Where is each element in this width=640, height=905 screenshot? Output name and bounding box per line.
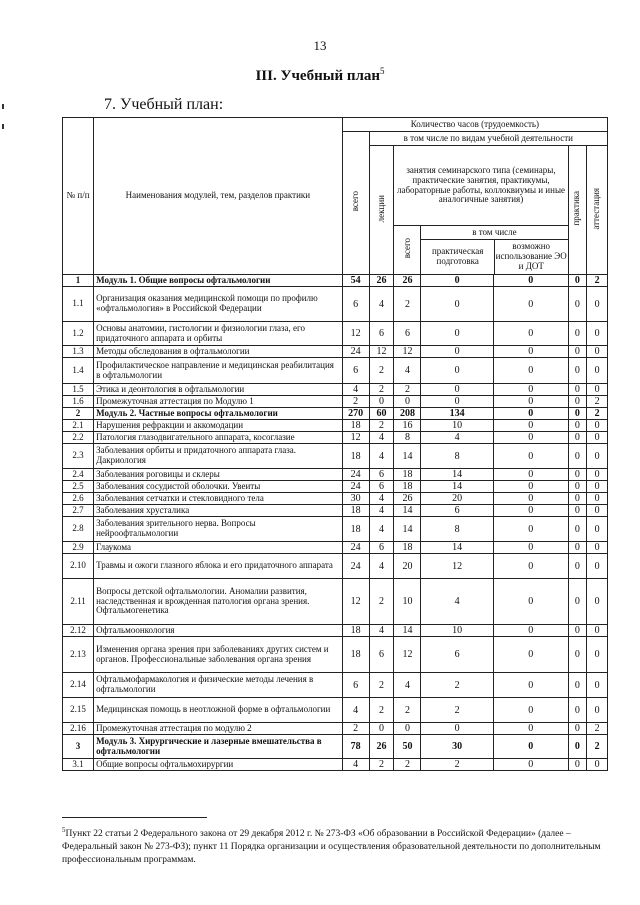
row-name: Организация оказания медицинской помощи по профилю «офтальмология» в Российской Федерации — [94, 287, 343, 322]
row-attestation: 2 — [587, 275, 608, 287]
table-row — [63, 698, 608, 723]
row-practice: 0 — [568, 287, 587, 322]
row-name: Промежуточная аттестация по модулю 2 — [94, 723, 343, 735]
row-attestation: 0 — [587, 481, 608, 493]
row-practice: 0 — [568, 444, 587, 469]
row-practical: 0 — [421, 287, 494, 322]
row-seminars: 12 — [394, 637, 421, 673]
row-lectures: 4 — [369, 444, 394, 469]
row-total: 18 — [342, 637, 369, 673]
row-practice: 0 — [568, 517, 587, 542]
row-number: 2.10 — [63, 554, 94, 579]
row-seminars: 0 — [394, 723, 421, 735]
header-by-type: в том числе по видам учебной деятельности — [369, 132, 607, 146]
row-seminars: 2 — [394, 384, 421, 396]
row-name: Заболевания хрусталика — [94, 505, 343, 517]
row-number: 2.16 — [63, 723, 94, 735]
row-total: 18 — [342, 444, 369, 469]
table-row — [63, 637, 608, 673]
row-lectures: 60 — [369, 408, 394, 420]
row-lectures: 4 — [369, 505, 394, 517]
row-seminars: 8 — [394, 432, 421, 444]
row-name: Модуль 3. Хирургические и лазерные вмешательства в офтальмологии — [94, 735, 343, 759]
heading-footnote-ref: 5 — [380, 66, 385, 76]
row-practice: 0 — [568, 554, 587, 579]
row-number: 1.4 — [63, 358, 94, 384]
row-practical: 14 — [421, 469, 494, 481]
row-number: 1.6 — [63, 396, 94, 408]
row-distance: 0 — [493, 517, 568, 542]
header-practice-label: практика — [571, 191, 582, 226]
row-total: 24 — [342, 542, 369, 554]
row-total: 24 — [342, 481, 369, 493]
row-attestation: 2 — [587, 735, 608, 759]
table-row — [63, 444, 608, 469]
row-name: Заболевания орбиты и придаточного аппарата глаза. Дакриология — [94, 444, 343, 469]
row-practical: 8 — [421, 444, 494, 469]
row-practical: 10 — [421, 420, 494, 432]
row-number: 2.2 — [63, 432, 94, 444]
row-attestation: 0 — [587, 505, 608, 517]
row-practice: 0 — [568, 542, 587, 554]
row-seminars: 14 — [394, 505, 421, 517]
row-name: Модуль 2. Частные вопросы офтальмологии — [94, 408, 343, 420]
row-seminars: 10 — [394, 579, 421, 625]
row-total: 78 — [342, 735, 369, 759]
row-practice: 0 — [568, 505, 587, 517]
row-practice: 0 — [568, 432, 587, 444]
row-attestation: 0 — [587, 637, 608, 673]
row-lectures: 4 — [369, 493, 394, 505]
row-name: Методы обследования в офтальмологии — [94, 346, 343, 358]
row-distance: 0 — [493, 358, 568, 384]
row-attestation: 2 — [587, 723, 608, 735]
row-attestation: 0 — [587, 322, 608, 346]
row-seminars: 12 — [394, 346, 421, 358]
row-distance: 0 — [493, 759, 568, 771]
row-practical: 0 — [421, 384, 494, 396]
row-lectures: 0 — [369, 396, 394, 408]
row-seminars: 14 — [394, 444, 421, 469]
row-attestation: 0 — [587, 346, 608, 358]
header-hours: Количество часов (трудоемкость) — [342, 118, 607, 132]
row-name: Вопросы детской офтальмологии. Аномалии развития, наследственная и врожденная патология органа зрения. Офтальмогенетика — [94, 579, 343, 625]
row-distance: 0 — [493, 444, 568, 469]
row-practice: 0 — [568, 322, 587, 346]
row-number: 1.1 — [63, 287, 94, 322]
row-attestation: 0 — [587, 759, 608, 771]
row-lectures: 4 — [369, 287, 394, 322]
row-practical: 12 — [421, 554, 494, 579]
row-distance: 0 — [493, 408, 568, 420]
row-practice: 0 — [568, 275, 587, 287]
table-row — [63, 542, 608, 554]
row-name: Заболевания роговицы и склеры — [94, 469, 343, 481]
row-practical: 14 — [421, 542, 494, 554]
row-distance: 0 — [493, 723, 568, 735]
row-number: 2.8 — [63, 517, 94, 542]
row-attestation: 0 — [587, 444, 608, 469]
row-number: 2.7 — [63, 505, 94, 517]
row-lectures: 2 — [369, 579, 394, 625]
header-lectures — [369, 146, 394, 275]
row-seminars: 50 — [394, 735, 421, 759]
table-row — [63, 396, 608, 408]
row-total: 30 — [342, 493, 369, 505]
table-row — [63, 481, 608, 493]
row-practical: 2 — [421, 698, 494, 723]
header-name: Наименования модулей, тем, разделов практики — [94, 118, 343, 275]
table-row — [63, 735, 608, 759]
row-total: 18 — [342, 505, 369, 517]
header-seminars-total-label: всего — [401, 238, 412, 259]
row-lectures: 0 — [369, 723, 394, 735]
row-total: 12 — [342, 432, 369, 444]
row-attestation: 2 — [587, 396, 608, 408]
row-name: Этика и деонтология в офтальмологии — [94, 384, 343, 396]
row-name: Офтальмофармакология и физические методы лечения в офтальмологии — [94, 673, 343, 698]
row-practical: 4 — [421, 579, 494, 625]
row-distance: 0 — [493, 322, 568, 346]
row-practical: 30 — [421, 735, 494, 759]
row-practical: 2 — [421, 673, 494, 698]
row-seminars: 14 — [394, 517, 421, 542]
row-attestation: 0 — [587, 554, 608, 579]
table-row — [63, 384, 608, 396]
row-attestation: 0 — [587, 698, 608, 723]
row-practice: 0 — [568, 346, 587, 358]
row-total: 4 — [342, 384, 369, 396]
table-row — [63, 759, 608, 771]
row-seminars: 26 — [394, 275, 421, 287]
row-distance: 0 — [493, 542, 568, 554]
section-heading — [0, 66, 640, 85]
header-lectures-label: лекции — [375, 194, 386, 223]
row-practice: 0 — [568, 396, 587, 408]
row-number: 3 — [63, 735, 94, 759]
row-distance: 0 — [493, 493, 568, 505]
row-total: 24 — [342, 346, 369, 358]
row-number: 2.4 — [63, 469, 94, 481]
row-lectures: 2 — [369, 420, 394, 432]
row-seminars: 26 — [394, 493, 421, 505]
header-total-label: всего — [349, 191, 360, 212]
header-seminars-total — [394, 226, 421, 275]
row-number: 2.5 — [63, 481, 94, 493]
row-attestation: 0 — [587, 493, 608, 505]
row-total: 18 — [342, 517, 369, 542]
row-lectures: 4 — [369, 432, 394, 444]
row-practice: 0 — [568, 637, 587, 673]
row-total: 4 — [342, 698, 369, 723]
row-name: Заболевания зрительного нерва. Вопросы нейроофтальмологии — [94, 517, 343, 542]
row-distance: 0 — [493, 554, 568, 579]
footnote-ref: 5 — [62, 826, 66, 834]
footnote — [62, 826, 612, 867]
row-total: 12 — [342, 579, 369, 625]
row-practical: 6 — [421, 637, 494, 673]
row-practice: 0 — [568, 469, 587, 481]
header-num: № п/п — [63, 118, 94, 275]
row-lectures: 4 — [369, 517, 394, 542]
row-number: 2.9 — [63, 542, 94, 554]
row-distance: 0 — [493, 346, 568, 358]
margin-mark — [2, 124, 4, 129]
row-practice: 0 — [568, 420, 587, 432]
row-lectures: 4 — [369, 554, 394, 579]
row-number: 1.2 — [63, 322, 94, 346]
curriculum-table — [62, 117, 608, 771]
row-lectures: 26 — [369, 275, 394, 287]
row-total: 6 — [342, 673, 369, 698]
row-practical: 4 — [421, 432, 494, 444]
table-row — [63, 723, 608, 735]
row-practice: 0 — [568, 579, 587, 625]
row-distance: 0 — [493, 287, 568, 322]
row-practice: 0 — [568, 735, 587, 759]
table-row — [63, 408, 608, 420]
row-lectures: 2 — [369, 384, 394, 396]
row-number: 2.13 — [63, 637, 94, 673]
footnote-rule — [62, 817, 207, 818]
header-including-label: в том числе — [421, 226, 567, 240]
row-total: 6 — [342, 287, 369, 322]
row-practical: 10 — [421, 625, 494, 637]
table-row — [63, 673, 608, 698]
row-lectures: 6 — [369, 481, 394, 493]
row-distance: 0 — [493, 625, 568, 637]
row-lectures: 4 — [369, 625, 394, 637]
row-seminars: 4 — [394, 673, 421, 698]
table-row — [63, 346, 608, 358]
margin-mark — [2, 104, 4, 109]
header-distance: возможно использование ЭО и ДОТ — [495, 241, 567, 271]
row-total: 24 — [342, 469, 369, 481]
row-distance: 0 — [493, 384, 568, 396]
row-lectures: 6 — [369, 637, 394, 673]
row-total: 24 — [342, 554, 369, 579]
row-seminars: 14 — [394, 625, 421, 637]
row-distance: 0 — [493, 579, 568, 625]
row-practice: 0 — [568, 358, 587, 384]
header-attestation-label: аттестация — [591, 187, 602, 230]
row-practical: 0 — [421, 396, 494, 408]
row-number: 2.6 — [63, 493, 94, 505]
row-attestation: 0 — [587, 542, 608, 554]
header-seminars: занятия семинарского типа (семинары, практические занятия, практикумы, лабораторные работы, коллоквиумы и иные аналогичные занятия) — [394, 146, 568, 226]
row-total: 18 — [342, 420, 369, 432]
header-including — [421, 226, 568, 275]
row-name: Глаукома — [94, 542, 343, 554]
row-number: 2.11 — [63, 579, 94, 625]
row-practice: 0 — [568, 698, 587, 723]
row-distance: 0 — [493, 673, 568, 698]
row-name: Изменения органа зрения при заболеваниях других систем и органов. Профессиональные заболевания органа зрения — [94, 637, 343, 673]
table-row — [63, 625, 608, 637]
row-practice: 0 — [568, 408, 587, 420]
row-number: 1 — [63, 275, 94, 287]
row-attestation: 0 — [587, 287, 608, 322]
row-practical: 0 — [421, 723, 494, 735]
row-seminars: 18 — [394, 481, 421, 493]
row-lectures: 12 — [369, 346, 394, 358]
row-distance: 0 — [493, 420, 568, 432]
row-attestation: 0 — [587, 358, 608, 384]
row-seminars: 20 — [394, 554, 421, 579]
table-row — [63, 275, 608, 287]
row-attestation: 0 — [587, 579, 608, 625]
row-name: Профилактическое направление и медицинская реабилитация в офтальмологии — [94, 358, 343, 384]
row-practice: 0 — [568, 673, 587, 698]
row-total: 2 — [342, 723, 369, 735]
row-number: 1.5 — [63, 384, 94, 396]
row-name: Травмы и ожоги глазного яблока и его придаточного аппарата — [94, 554, 343, 579]
row-distance: 0 — [493, 396, 568, 408]
row-seminars: 4 — [394, 358, 421, 384]
header-total — [342, 132, 369, 275]
row-lectures: 2 — [369, 673, 394, 698]
row-practical: 0 — [421, 275, 494, 287]
table-row — [63, 554, 608, 579]
row-distance: 0 — [493, 505, 568, 517]
row-practice: 0 — [568, 625, 587, 637]
row-attestation: 2 — [587, 408, 608, 420]
section-heading-text: III. Учебный план — [255, 68, 381, 84]
row-number: 2 — [63, 408, 94, 420]
table-row — [63, 517, 608, 542]
row-seminars: 16 — [394, 420, 421, 432]
row-lectures: 2 — [369, 759, 394, 771]
row-seminars: 18 — [394, 542, 421, 554]
row-name: Офтальмоонкология — [94, 625, 343, 637]
row-number: 2.14 — [63, 673, 94, 698]
table-row — [63, 579, 608, 625]
table-row — [63, 432, 608, 444]
table-row — [63, 287, 608, 322]
table-row — [63, 469, 608, 481]
row-number: 2.1 — [63, 420, 94, 432]
row-name: Нарушения рефракции и аккомодации — [94, 420, 343, 432]
row-practical: 14 — [421, 481, 494, 493]
table-body — [63, 275, 608, 771]
header-practical: практическая подготовка — [421, 240, 495, 274]
row-name: Заболевания сосудистой оболочки. Увеиты — [94, 481, 343, 493]
row-seminars: 6 — [394, 322, 421, 346]
header-attestation — [587, 146, 608, 275]
row-name: Промежуточная аттестация по Модулю 1 — [94, 396, 343, 408]
row-lectures: 6 — [369, 469, 394, 481]
row-lectures: 6 — [369, 322, 394, 346]
row-practical: 134 — [421, 408, 494, 420]
row-attestation: 0 — [587, 625, 608, 637]
row-attestation: 0 — [587, 469, 608, 481]
table-row — [63, 322, 608, 346]
row-name: Основы анатомии, гистологии и физиологии глаза, его придаточного аппарата и орбиты — [94, 322, 343, 346]
row-practical: 20 — [421, 493, 494, 505]
row-number: 2.3 — [63, 444, 94, 469]
row-total: 270 — [342, 408, 369, 420]
table-row — [63, 505, 608, 517]
row-number: 2.15 — [63, 698, 94, 723]
row-practical: 0 — [421, 358, 494, 384]
row-distance: 0 — [493, 275, 568, 287]
row-seminars: 0 — [394, 396, 421, 408]
row-practice: 0 — [568, 493, 587, 505]
row-seminars: 2 — [394, 698, 421, 723]
row-name: Медицинская помощь в неотложной форме в офтальмологии — [94, 698, 343, 723]
row-total: 12 — [342, 322, 369, 346]
row-attestation: 0 — [587, 432, 608, 444]
row-distance: 0 — [493, 481, 568, 493]
row-number: 1.3 — [63, 346, 94, 358]
row-practice: 0 — [568, 481, 587, 493]
row-total: 18 — [342, 625, 369, 637]
page-number: 13 — [313, 38, 327, 53]
row-distance: 0 — [493, 432, 568, 444]
table-caption: 7. Учебный план: — [104, 96, 224, 113]
row-seminars: 2 — [394, 759, 421, 771]
row-total: 4 — [342, 759, 369, 771]
row-number: 2.12 — [63, 625, 94, 637]
table-row — [63, 420, 608, 432]
row-total: 6 — [342, 358, 369, 384]
row-number: 3.1 — [63, 759, 94, 771]
row-total: 54 — [342, 275, 369, 287]
row-seminars: 18 — [394, 469, 421, 481]
row-practical: 2 — [421, 759, 494, 771]
row-practice: 0 — [568, 384, 587, 396]
row-lectures: 2 — [369, 358, 394, 384]
row-total: 2 — [342, 396, 369, 408]
footnote-text: Пункт 22 статьи 2 Федерального закона от 29 декабря 2012 г. № 273-ФЗ «Об образовании в Российской Федерации» (далее – Федеральный закон № 273-ФЗ); пункт 11 Порядка организации и осуществления образовательной деятельности по дополнительным профессиональным программам. — [62, 829, 601, 865]
table-row — [63, 493, 608, 505]
row-seminars: 2 — [394, 287, 421, 322]
row-name: Заболевания сетчатки и стекловидного тела — [94, 493, 343, 505]
row-practical: 6 — [421, 505, 494, 517]
row-name: Патология глазодвигательного аппарата, косоглазие — [94, 432, 343, 444]
row-distance: 0 — [493, 735, 568, 759]
row-practice: 0 — [568, 723, 587, 735]
row-name: Общие вопросы офтальмохирургии — [94, 759, 343, 771]
row-attestation: 0 — [587, 517, 608, 542]
row-name: Модуль 1. Общие вопросы офтальмологии — [94, 275, 343, 287]
row-distance: 0 — [493, 637, 568, 673]
row-practical: 0 — [421, 322, 494, 346]
row-attestation: 0 — [587, 673, 608, 698]
row-lectures: 6 — [369, 542, 394, 554]
row-lectures: 26 — [369, 735, 394, 759]
row-lectures: 2 — [369, 698, 394, 723]
row-distance: 0 — [493, 469, 568, 481]
row-practical: 8 — [421, 517, 494, 542]
row-distance: 0 — [493, 698, 568, 723]
row-attestation: 0 — [587, 384, 608, 396]
header-practice — [568, 146, 587, 275]
row-seminars: 208 — [394, 408, 421, 420]
row-practice: 0 — [568, 759, 587, 771]
row-practical: 0 — [421, 346, 494, 358]
table-row — [63, 358, 608, 384]
row-attestation: 0 — [587, 420, 608, 432]
